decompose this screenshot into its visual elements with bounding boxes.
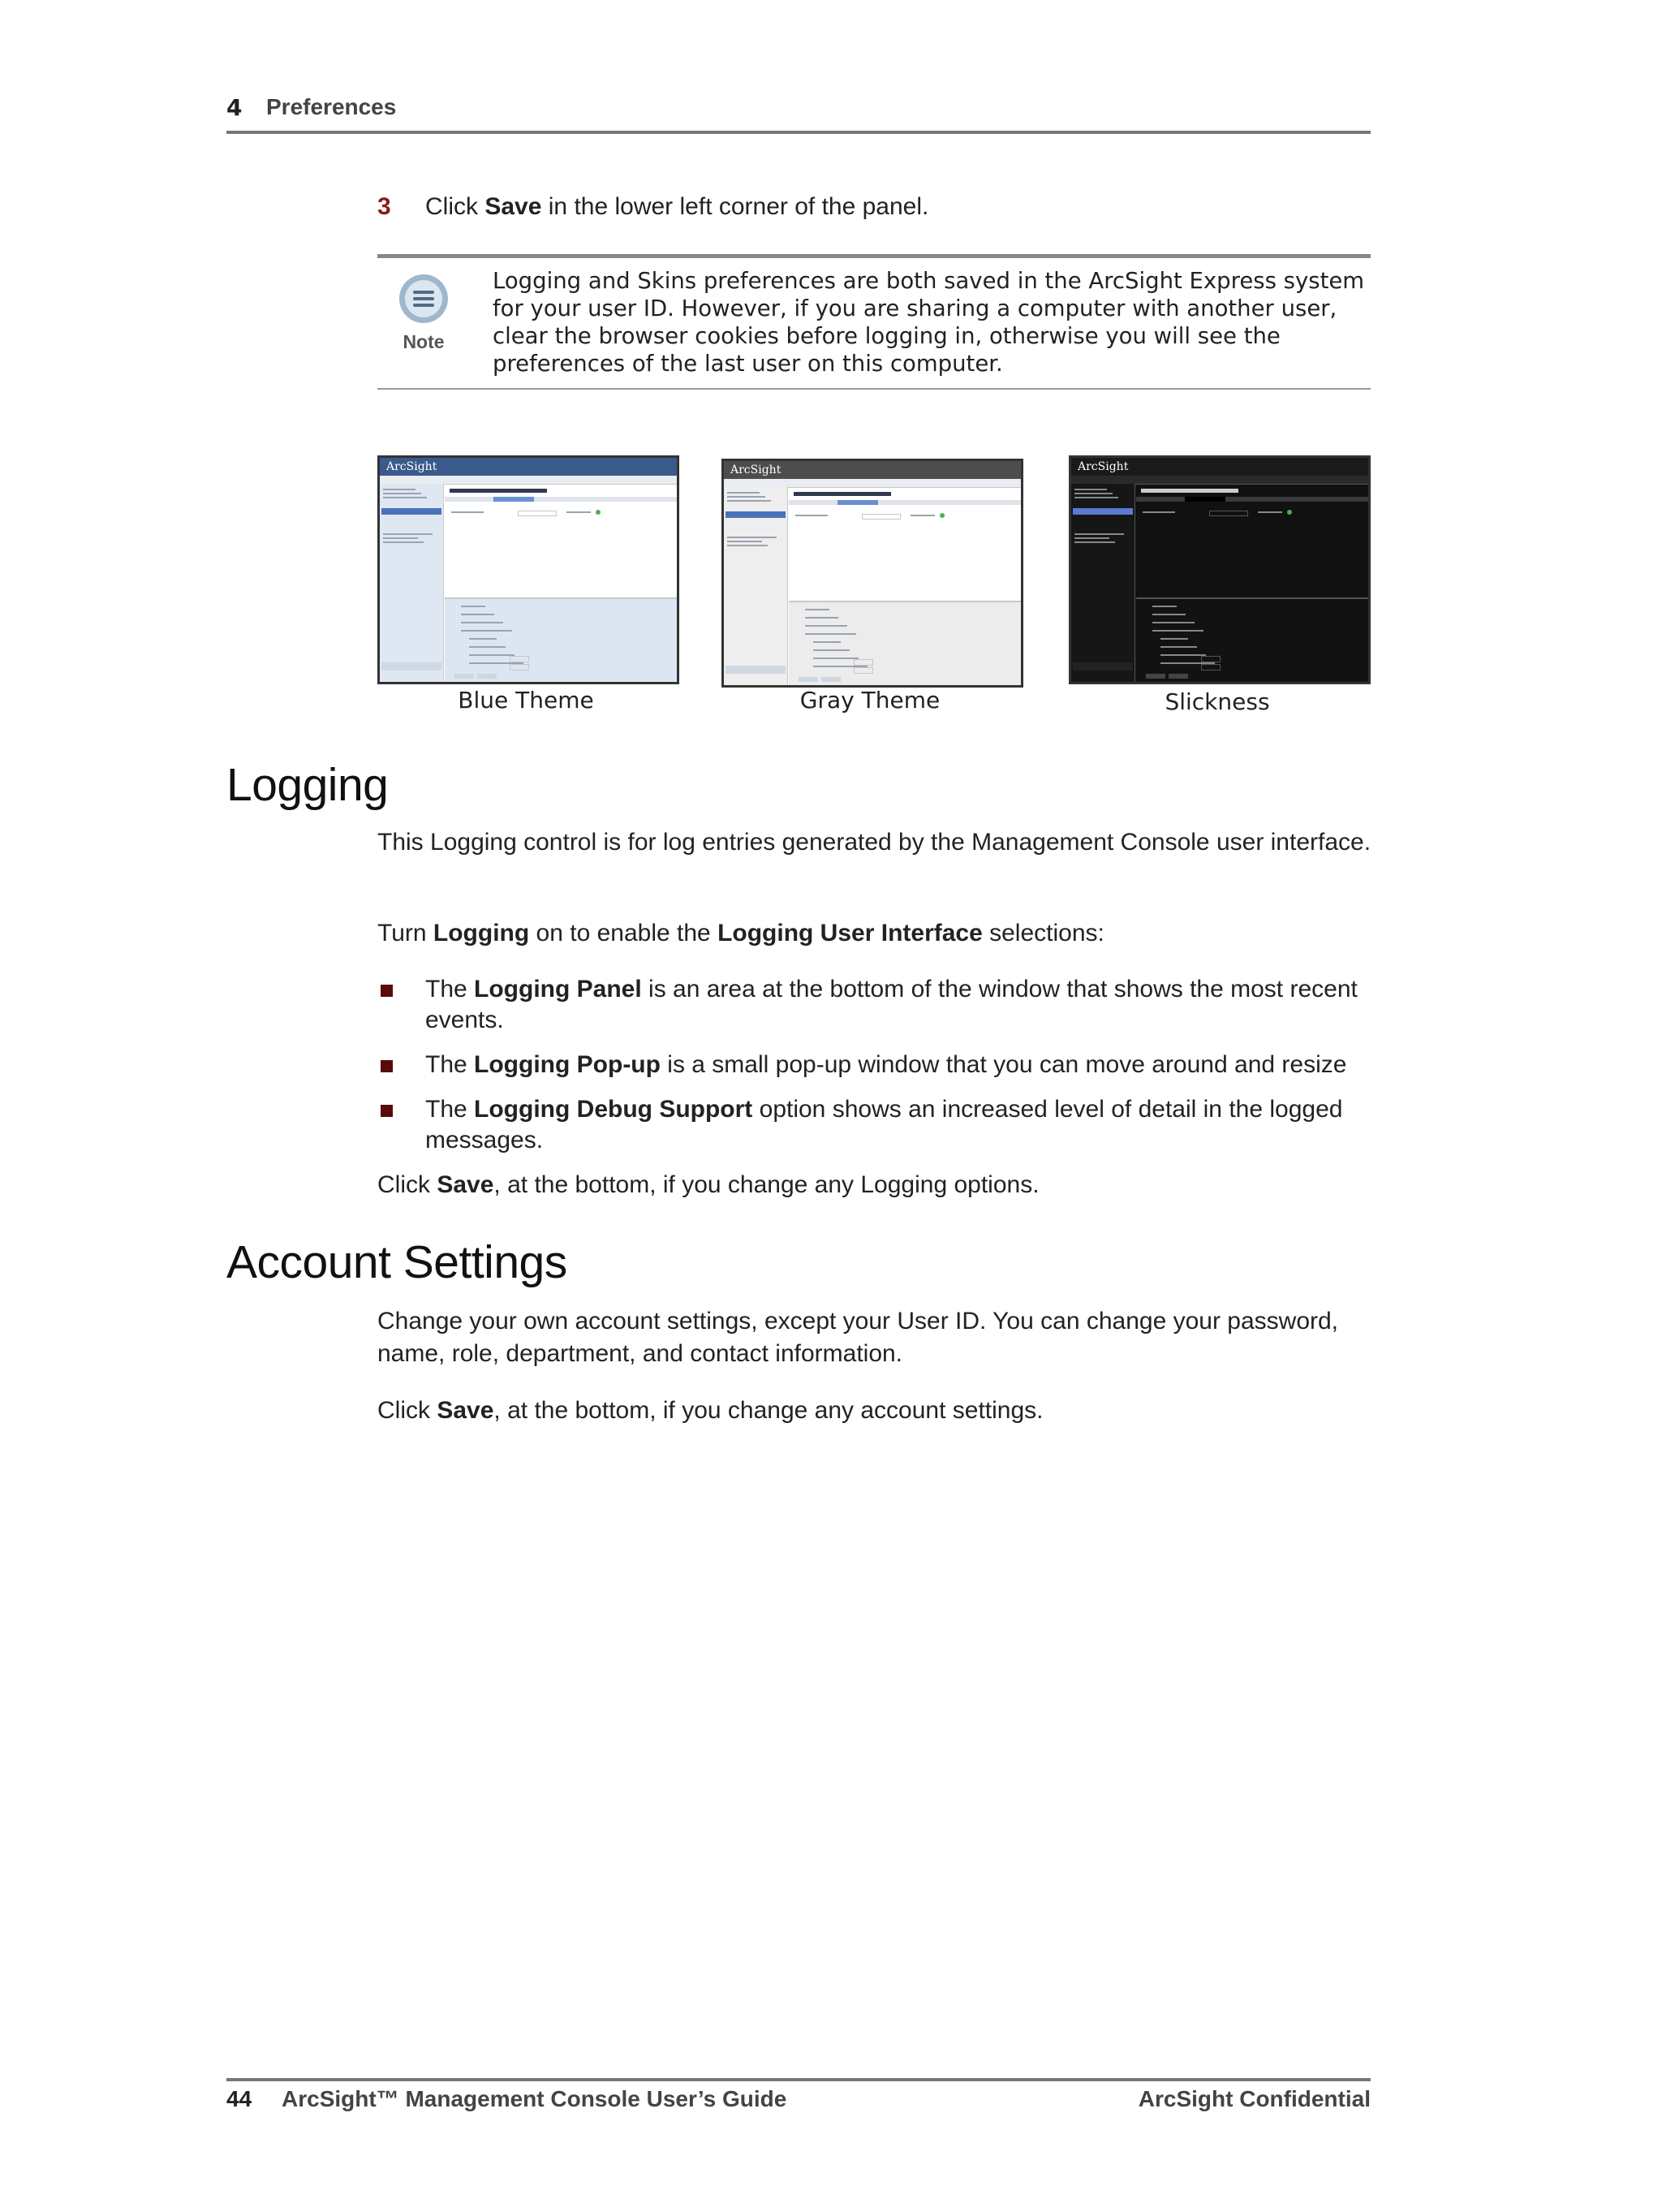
theme-caption-blue: Blue Theme xyxy=(458,687,594,714)
account-settings-heading: Account Settings xyxy=(226,1236,567,1288)
logging-heading: Logging xyxy=(226,759,389,811)
screenshot-brand: ArcSight xyxy=(730,464,781,476)
chapter-number: 4 xyxy=(226,94,243,121)
theme-screenshot-blue xyxy=(377,455,679,684)
logging-turn-on: Turn Logging on to enable the Logging User Interface selections: xyxy=(377,920,1104,946)
screenshot-main xyxy=(789,487,1021,685)
step-text: Click Save in the lower left corner of the panel. xyxy=(425,193,929,220)
bullet-marker xyxy=(381,1060,393,1072)
note-bottom-rule xyxy=(377,388,1371,390)
screenshot-title-bar xyxy=(380,458,677,476)
header-rule xyxy=(226,131,1371,134)
footer-rule xyxy=(226,2078,1371,2081)
logging-intro: This Logging control is for log entries generated by the Management Console user interface. xyxy=(377,829,1371,856)
step-number: 3 xyxy=(377,193,391,220)
bullet-logging-popup: The Logging Pop-up is a small pop-up window that you can move around and resize xyxy=(425,1051,1347,1078)
account-intro: Change your own account settings, except your User ID. You can change your password, name, role, department, and contact information. xyxy=(377,1308,1339,1367)
chapter-title: Preferences xyxy=(266,94,397,119)
note-text: Logging and Skins preferences are both saved in the ArcSight Express system for your user ID. However, if you are sharing a computer with another user, clear the browser cookies before logging in, otherwise you will see the preferences of the last user on this computer. xyxy=(493,268,1365,377)
screenshot-title-bar xyxy=(724,461,1021,479)
note-icon xyxy=(393,273,454,354)
bullet-logging-panel: The Logging Panel is an area at the bottom of the window that shows the most recent events. xyxy=(425,976,1358,1033)
theme-caption-gray: Gray Theme xyxy=(799,687,941,714)
logging-save: Click Save, at the bottom, if you change any Logging options. xyxy=(377,1171,1040,1198)
bullet-marker xyxy=(381,985,393,997)
bullet-logging-debug: The Logging Debug Support option shows an increased level of detail in the logged messages. xyxy=(425,1096,1343,1153)
screenshot-brand: ArcSight xyxy=(386,460,437,473)
screenshot-sidebar xyxy=(724,487,788,685)
account-save: Click Save, at the bottom, if you change any account settings. xyxy=(377,1397,1044,1424)
bullet-marker xyxy=(381,1105,393,1117)
guide-title: ArcSight™ Management Console User’s Guide xyxy=(282,2086,787,2111)
screenshot-brand: ArcSight xyxy=(1078,460,1129,473)
confidential-label: ArcSight Confidential xyxy=(1138,2086,1371,2111)
screenshot-main xyxy=(1136,484,1368,682)
theme-screenshot-slickness xyxy=(1069,455,1371,684)
page-number: 44 xyxy=(226,2086,252,2111)
theme-caption-slickness: Slickness xyxy=(1165,688,1270,715)
screenshot-title-bar xyxy=(1071,458,1368,476)
screenshot-sidebar xyxy=(1071,484,1135,682)
svg-text:Note: Note xyxy=(403,331,445,352)
screenshot-main xyxy=(445,484,677,682)
screenshot-sidebar xyxy=(380,484,444,682)
theme-screenshot-gray xyxy=(721,459,1023,688)
note-top-rule xyxy=(377,254,1371,258)
